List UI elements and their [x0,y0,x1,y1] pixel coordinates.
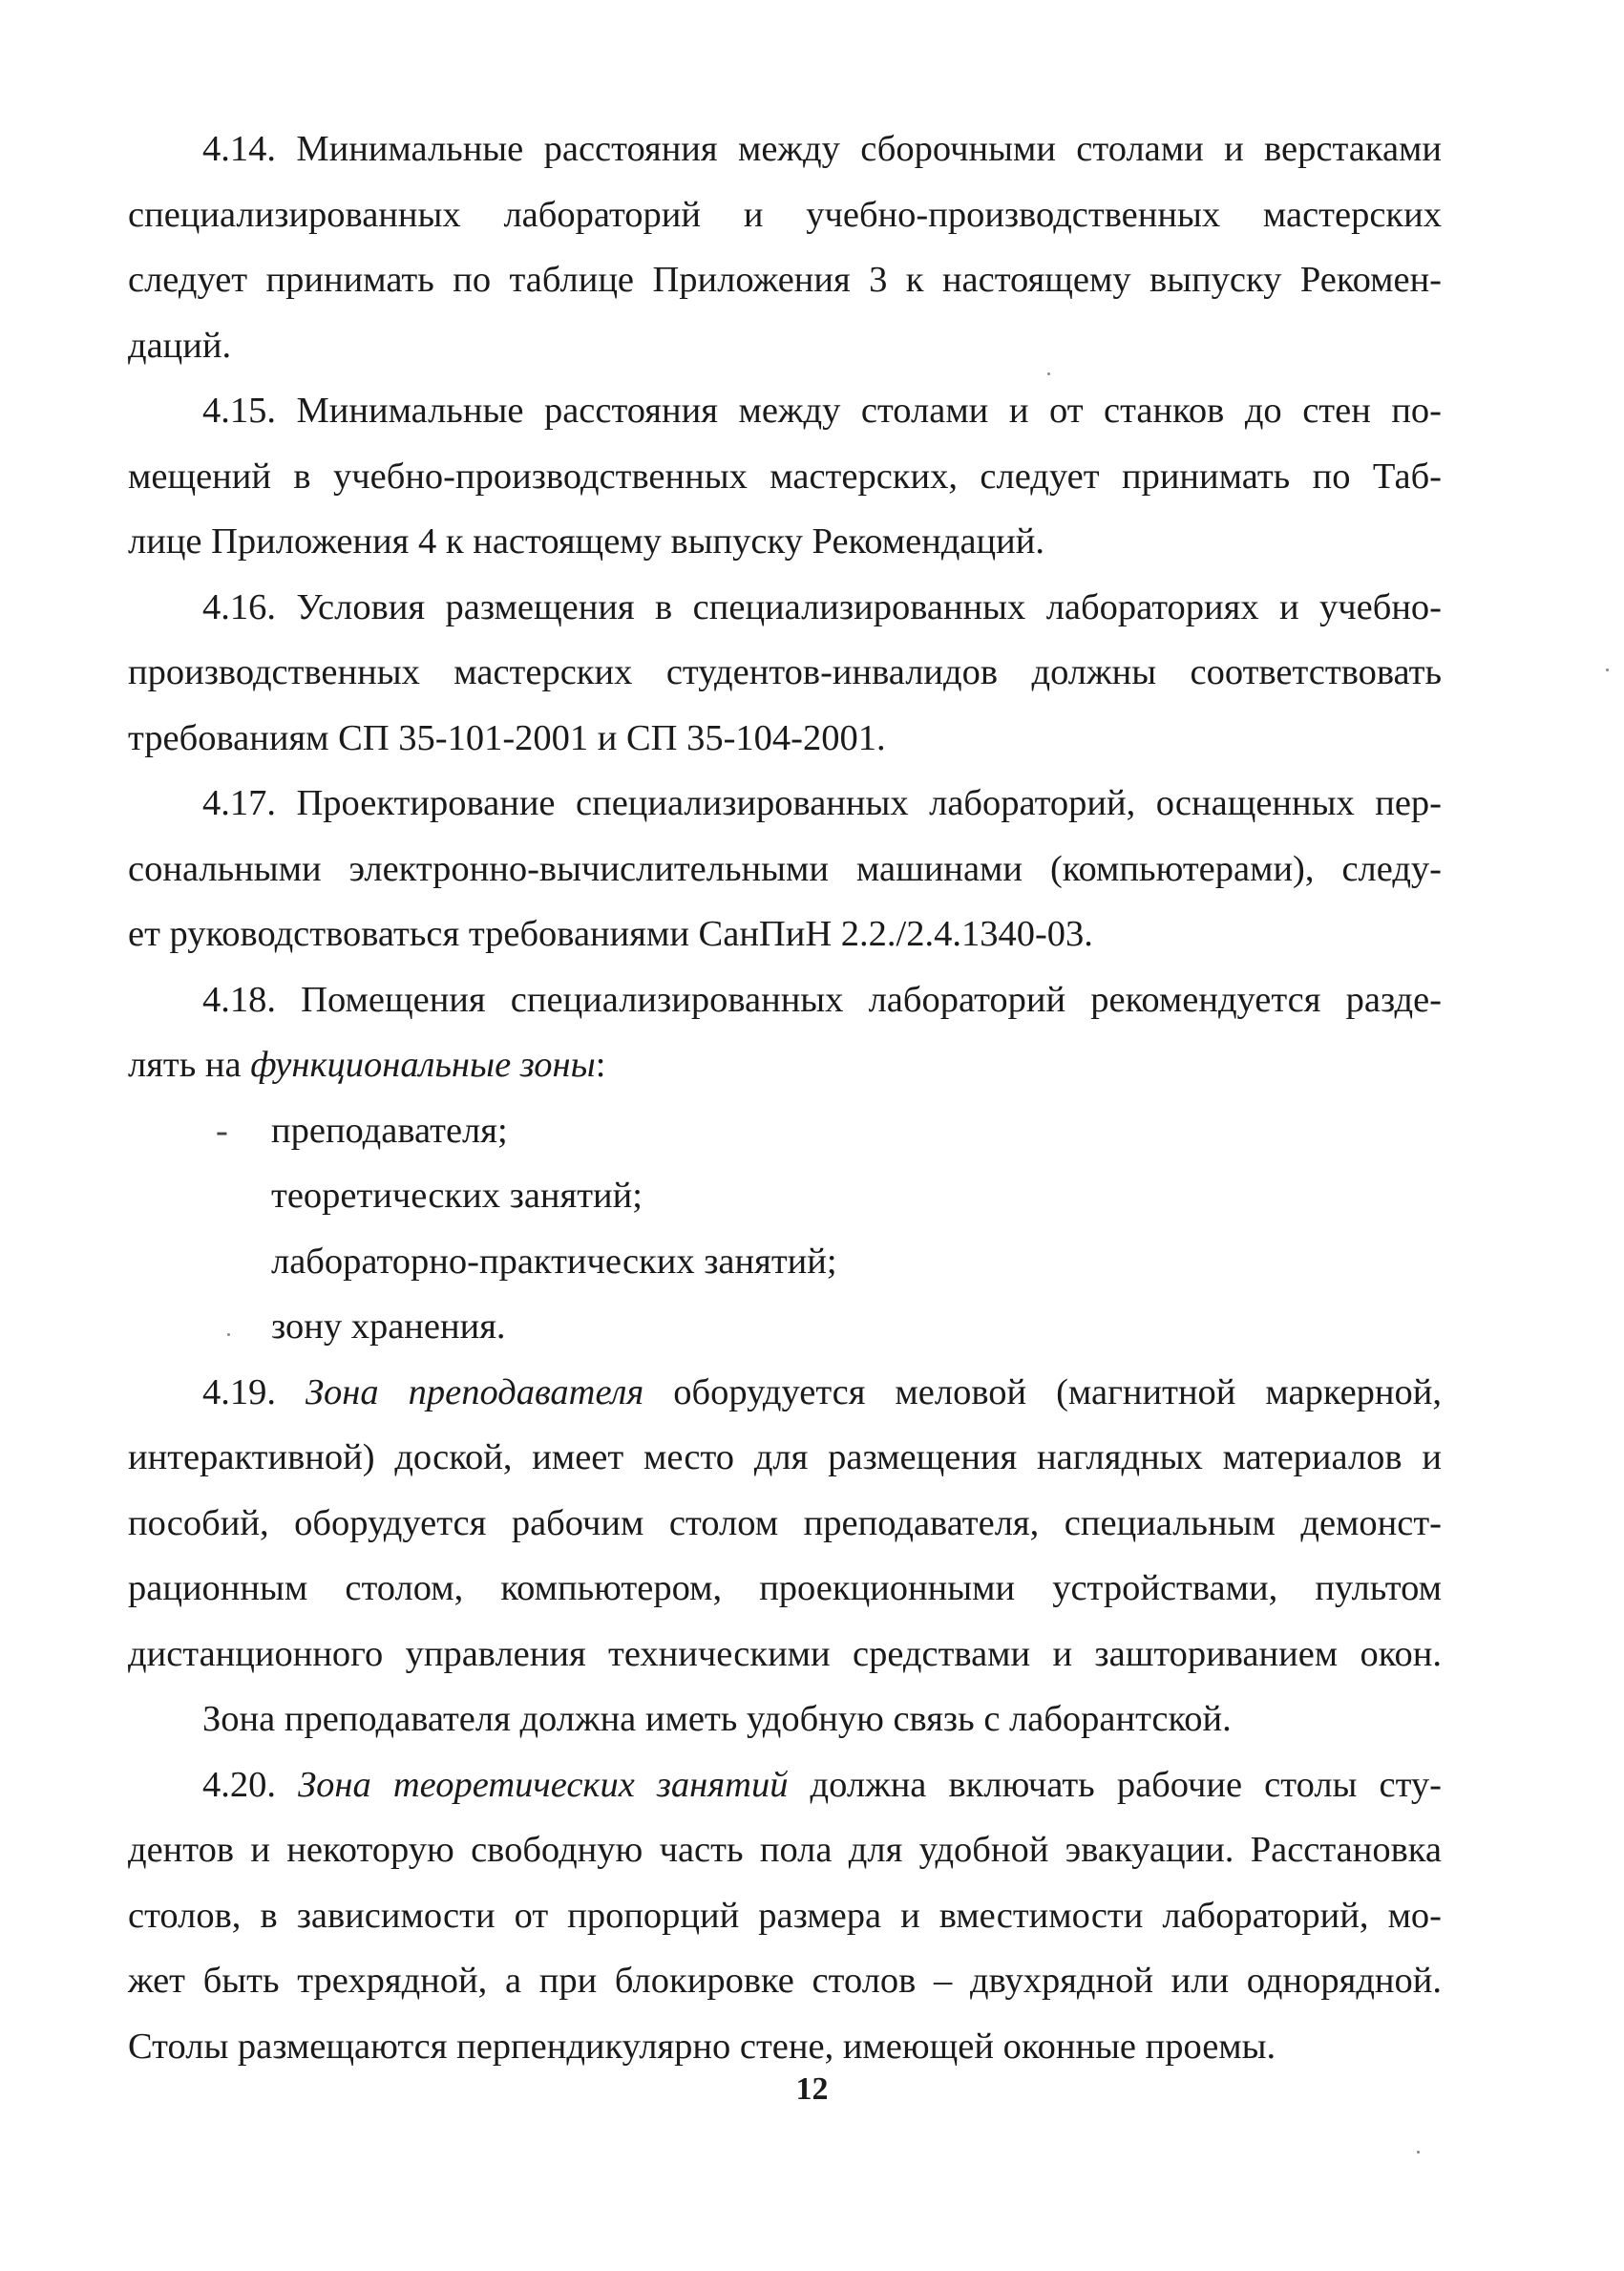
scan-speck [1606,669,1609,671]
paragraph-line: столов, в зависимости от пропорций размера и вместимости лабораторий, мо- [128,1895,1442,1936]
scan-speck [1417,2151,1420,2154]
paragraph-line: Зона преподавателя должна иметь удобную связь с лаборантской. [202,1699,1232,1739]
paragraph-line: 4.16. Условия размещения в специализированных лабораториях и учебно- [202,586,1442,627]
list-item [128,1163,1442,1229]
italic-term: функциональные зоны [250,1045,596,1085]
page-number: 12 [795,2071,829,2107]
paragraph-4-19-note [128,1687,1442,1752]
dash-bullet: - [216,1110,228,1151]
paragraph-line: 4.17. Проектирование специализированных лабораторий, оснащенных пер- [202,783,1442,823]
paragraph-line: рационным столом, компьютером, проекционными устройствами, пультом [128,1568,1442,1608]
paragraph-4-20 [128,1752,1442,2080]
text-run: должна включать рабочие столы сту- [788,1764,1442,1805]
scan-speck [1047,372,1050,375]
paragraph-line: 4.18. Помещения специализированных лабораторий рекомендуется разде- [202,979,1442,1020]
list-item-text: лабораторно-практических занятий; [271,1241,837,1282]
document-body [128,117,1442,2079]
italic-term: Зона преподавателя [306,1371,644,1412]
paragraph-4-19 [128,1360,1442,1687]
paragraph-line: ет руководствоваться требованиями СанПиН 2.2./2.4.1340-03. [128,914,1093,954]
scan-speck [227,1333,230,1336]
paragraph-4-18 [128,967,1442,1098]
paragraph-line: дистанционного управления техническими средствами и зашториванием окон. [128,1633,1442,1674]
paragraph-line: следует принимать по таблице Приложения 3 к настоящему выпуску Рекомен- [128,260,1442,300]
list-item-text: преподавателя; [271,1110,508,1151]
text-run: 4.19. [202,1371,306,1412]
list-item-text: теоретических занятий; [271,1176,643,1216]
paragraph-4-14 [128,117,1442,378]
text-run: лять на [128,1045,251,1085]
text-run: 4.20. [202,1764,299,1805]
paragraph-line: сональными электронно-вычислительными машинами (компьютерами), следу- [128,848,1442,889]
paragraph-line: Столы размещаются перпендикулярно стене, имеющей оконные проемы. [128,2026,1276,2067]
paragraph-line: даций. [128,325,232,366]
paragraph-line: 4.15. Минимальные расстояния между столами и от станков до стен по- [202,391,1442,431]
paragraph-line [128,1360,1442,1426]
paragraph-line: пособий, оборудуется рабочим столом преподавателя, специальным демонст- [128,1502,1442,1543]
list-item [128,1229,1442,1295]
paragraph-line: лице Приложения 4 к настоящему выпуску Рекомендаций. [128,521,1044,562]
paragraph-line [128,1032,1442,1098]
text-run: : [595,1045,606,1085]
paragraph-line: жет быть трехрядной, а при блокировке столов – двухрядной или однорядной. [128,1961,1442,2001]
list-item [128,1294,1442,1360]
zones-list [128,1098,1442,1360]
paragraph-line: специализированных лабораторий и учебно-производственных мастерских [128,194,1442,235]
paragraph-line: мещений в учебно-производственных мастерских, следует принимать по Таб- [128,456,1442,497]
paragraph-4-17 [128,771,1442,967]
paragraph-line [128,1752,1442,1818]
paragraph-line: 4.14. Минимальные расстояния между сборочными столами и верстаками [202,129,1442,169]
paragraph-line: интерактивной) доской, имеет место для размещения наглядных материалов и [128,1437,1442,1477]
list-item-text: зону хранения. [271,1306,506,1347]
paragraph-4-16 [128,575,1442,772]
list-item [128,1098,1442,1164]
italic-term: Зона теоретических занятий [298,1764,789,1805]
paragraph-4-15 [128,378,1442,575]
paragraph-line: дентов и некоторую свободную часть пола для удобной эвакуации. Расстановка [128,1830,1442,1870]
paragraph-line: требованиям СП 35-101-2001 и СП 35-104-2001. [128,717,886,758]
paragraph-line: производственных мастерских студентов-инвалидов должны соответствовать [128,652,1442,692]
text-run: оборудуется меловой (магнитной маркерной, [643,1371,1442,1412]
